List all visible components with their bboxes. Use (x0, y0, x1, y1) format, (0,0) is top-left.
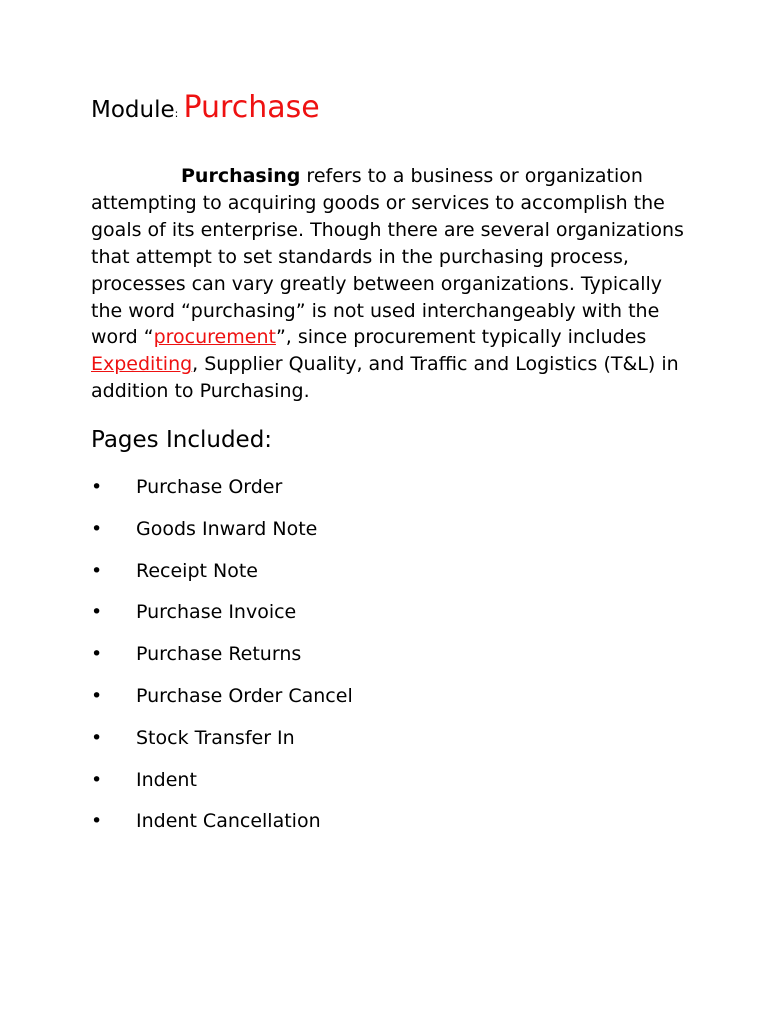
list-item-label: Purchase Invoice (136, 601, 297, 624)
list-item-label: Receipt Note (136, 559, 258, 582)
bullet-icon: • (91, 684, 103, 707)
pages-list (91, 473, 353, 849)
module-heading (91, 90, 320, 125)
list-item-label: Indent Cancellation (136, 810, 321, 833)
list-item (91, 598, 353, 640)
module-label: Module (91, 97, 175, 123)
list-item (91, 557, 353, 599)
list-item (91, 807, 353, 849)
list-item (91, 473, 353, 515)
list-item-label: Indent (136, 768, 197, 791)
list-item-label: Purchase Returns (136, 643, 302, 666)
paragraph-text-3: , Supplier Quality, and Traffic and Logistics (T&L) in addition to Purchasing. (91, 353, 679, 403)
list-item-label: Stock Transfer In (136, 726, 295, 749)
bullet-icon: • (91, 768, 103, 791)
list-item (91, 766, 353, 808)
procurement-link[interactable]: procurement (153, 326, 276, 349)
bullet-icon: • (91, 726, 103, 749)
module-name: Purchase (183, 90, 320, 125)
list-item (91, 640, 353, 682)
bullet-icon: • (91, 559, 103, 582)
list-item-label: Goods Inward Note (136, 517, 318, 540)
pages-included-heading: Pages Included: (91, 427, 273, 453)
paragraph-text-2: ”, since procurement typically includes (275, 326, 647, 349)
purchasing-term: Purchasing (181, 165, 301, 187)
bullet-icon: • (91, 643, 103, 666)
bullet-icon: • (91, 476, 103, 498)
paragraph-text-1: refers to a business or organization attempting to acquiring goods or services to accomplish the goals of its enterprise. Though there are several organizations that attempt to set standards in the purchasing process, processes can vary greatly between organizations. Typically the word “purchasing” is not used interchangeably with the word “ (91, 165, 684, 349)
list-item (91, 724, 353, 766)
intro-paragraph (91, 163, 691, 405)
bullet-icon: • (91, 517, 103, 540)
list-item (91, 515, 353, 557)
bullet-icon: • (91, 810, 103, 833)
module-colon: : (174, 107, 179, 120)
list-item (91, 682, 353, 724)
expediting-link[interactable]: Expediting (91, 353, 193, 376)
list-item-label: Purchase Order (136, 476, 283, 498)
bullet-icon: • (91, 601, 103, 624)
list-item-label: Purchase Order Cancel (136, 684, 353, 707)
